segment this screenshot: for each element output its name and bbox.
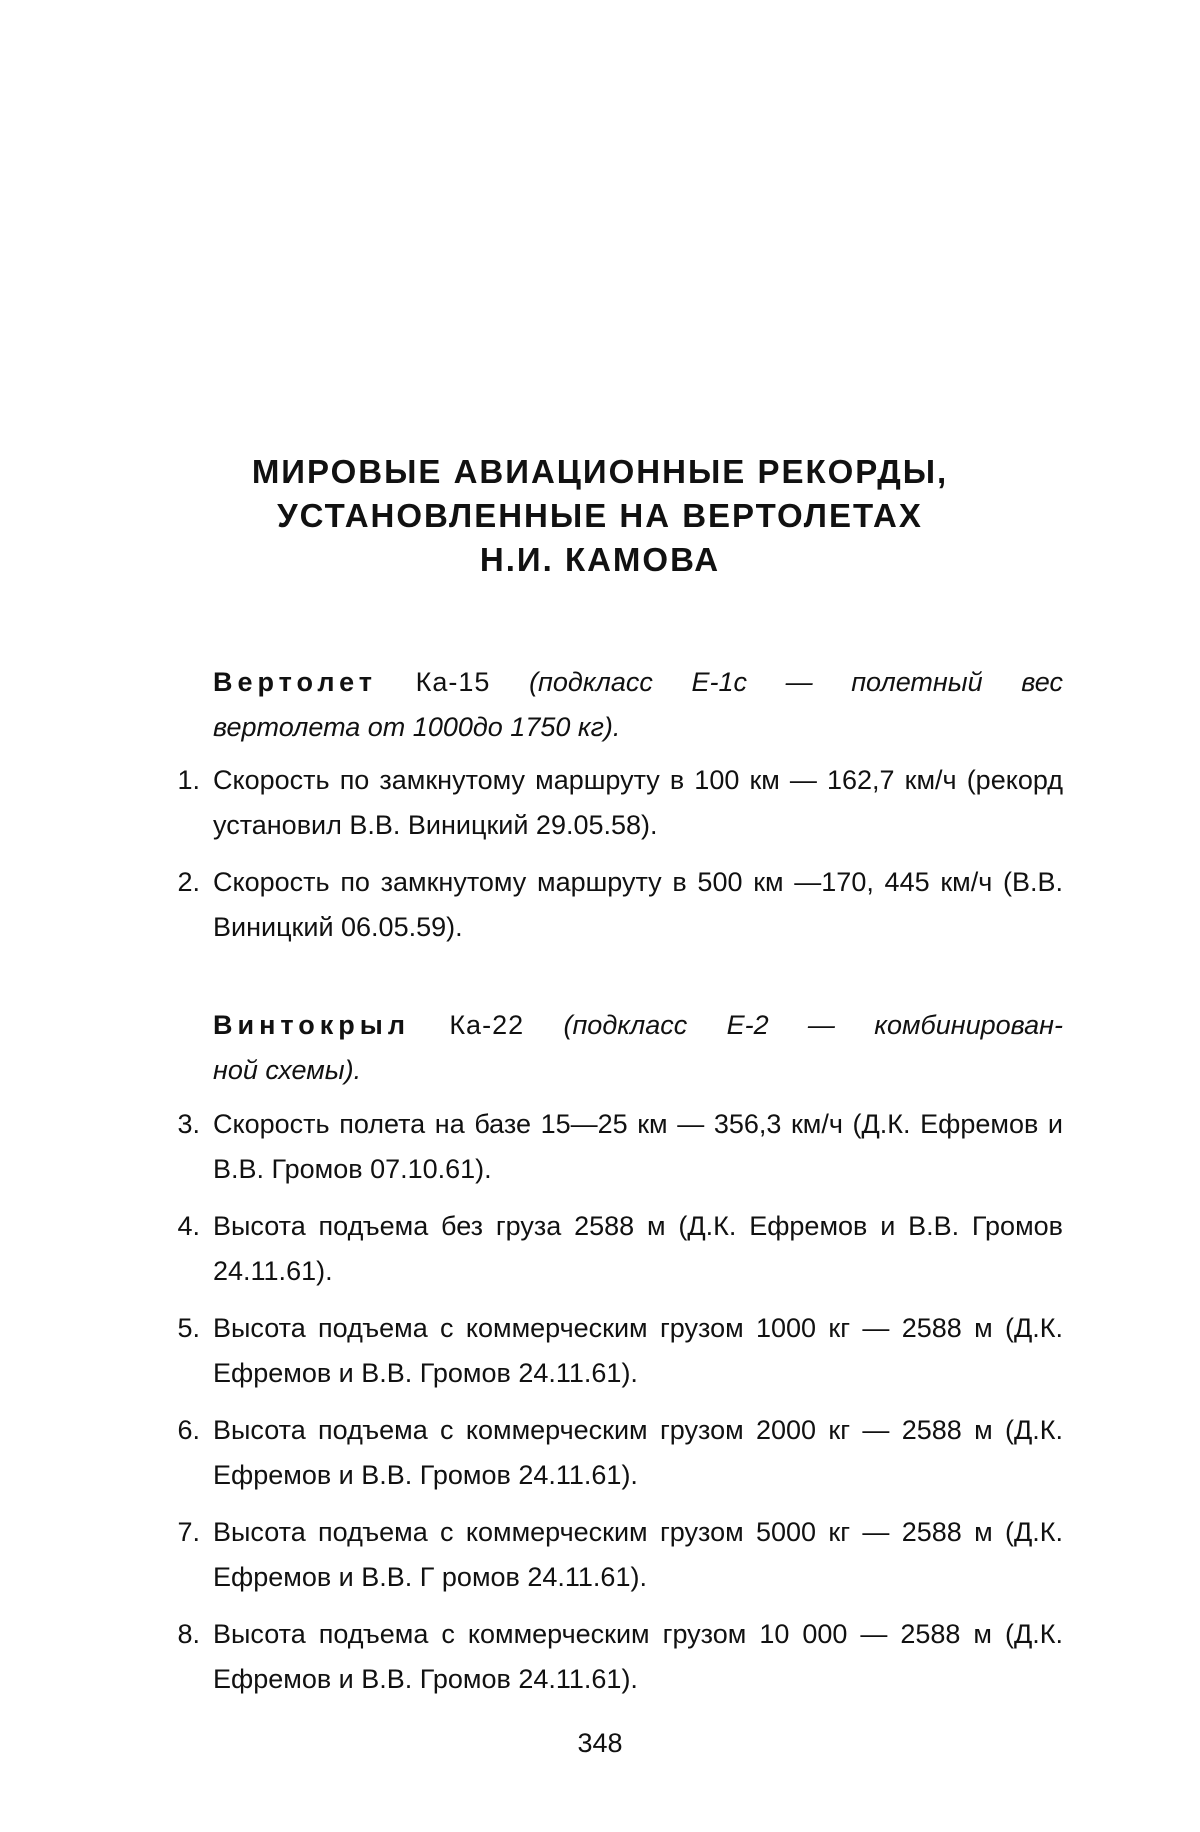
record-text: Скорость по замкнутому маршруту в 500 км —170, 445 км/ч (В.В. Виницкий 06.05.59).: [213, 860, 1063, 950]
section-description-cont: ной схемы).: [213, 1048, 1063, 1093]
title-line: МИРОВЫЕ АВИАЦИОННЫЕ РЕКОРДЫ,: [0, 450, 1200, 494]
aircraft-model: Ка-15: [416, 667, 491, 697]
page-number: 348: [0, 1725, 1200, 1761]
record-text: Высота подъема без груза 2588 м (Д.К. Ефремов и В.В. Громов 24.11.61).: [213, 1204, 1063, 1294]
record-text: Высота подъема с коммерческим грузом 2000 кг — 2588 м (Д.К. Ефремов и В.В. Громов 24.11.61).: [213, 1408, 1063, 1498]
record-number: 3.: [160, 1102, 200, 1147]
aircraft-model: Ка-22: [449, 1010, 524, 1040]
aircraft-kind: Вертолет: [213, 667, 377, 697]
section-heading-ka22: [213, 1003, 1063, 1093]
title-line: УСТАНОВЛЕННЫЕ НА ВЕРТОЛЕТАХ: [0, 494, 1200, 538]
record-number: 4.: [160, 1204, 200, 1249]
record-number: 1.: [160, 758, 200, 803]
section-description: (подкласс Е-1с — полетный вес: [529, 667, 1063, 697]
record-text: Высота подъема с коммерческим грузом 10 000 — 2588 м (Д.К. Ефремов и В.В. Громов 24.11.61).: [213, 1612, 1063, 1702]
record-number: 7.: [160, 1510, 200, 1555]
record-number: 6.: [160, 1408, 200, 1453]
record-number: 2.: [160, 860, 200, 905]
record-text: Скорость по замкнутому маршруту в 100 км — 162,7 км/ч (рекорд установил В.В. Виницкий 29.05.58).: [213, 758, 1063, 848]
page-title: [0, 450, 1200, 582]
record-number: 5.: [160, 1306, 200, 1351]
record-number: 8.: [160, 1612, 200, 1657]
record-text: Высота подъема с коммерческим грузом 5000 кг — 2588 м (Д.К. Ефремов и В.В. Г ромов 24.11.61).: [213, 1510, 1063, 1600]
record-text: Скорость полета на базе 15—25 км — 356,3 км/ч (Д.К. Ефремов и В.В. Громов 07.10.61).: [213, 1102, 1063, 1192]
book-page: [0, 0, 1200, 1832]
section-description: (подкласс Е-2 — комбинирован-: [563, 1010, 1063, 1040]
aircraft-kind: Винтокрыл: [213, 1010, 410, 1040]
title-line: Н.И. КАМОВА: [0, 538, 1200, 582]
section-description-cont: вертолета от 1000до 1750 кг).: [213, 705, 1063, 750]
section-heading-ka15: [213, 660, 1063, 750]
record-text: Высота подъема с коммерческим грузом 1000 кг — 2588 м (Д.К. Ефремов и В.В. Громов 24.11.61).: [213, 1306, 1063, 1396]
